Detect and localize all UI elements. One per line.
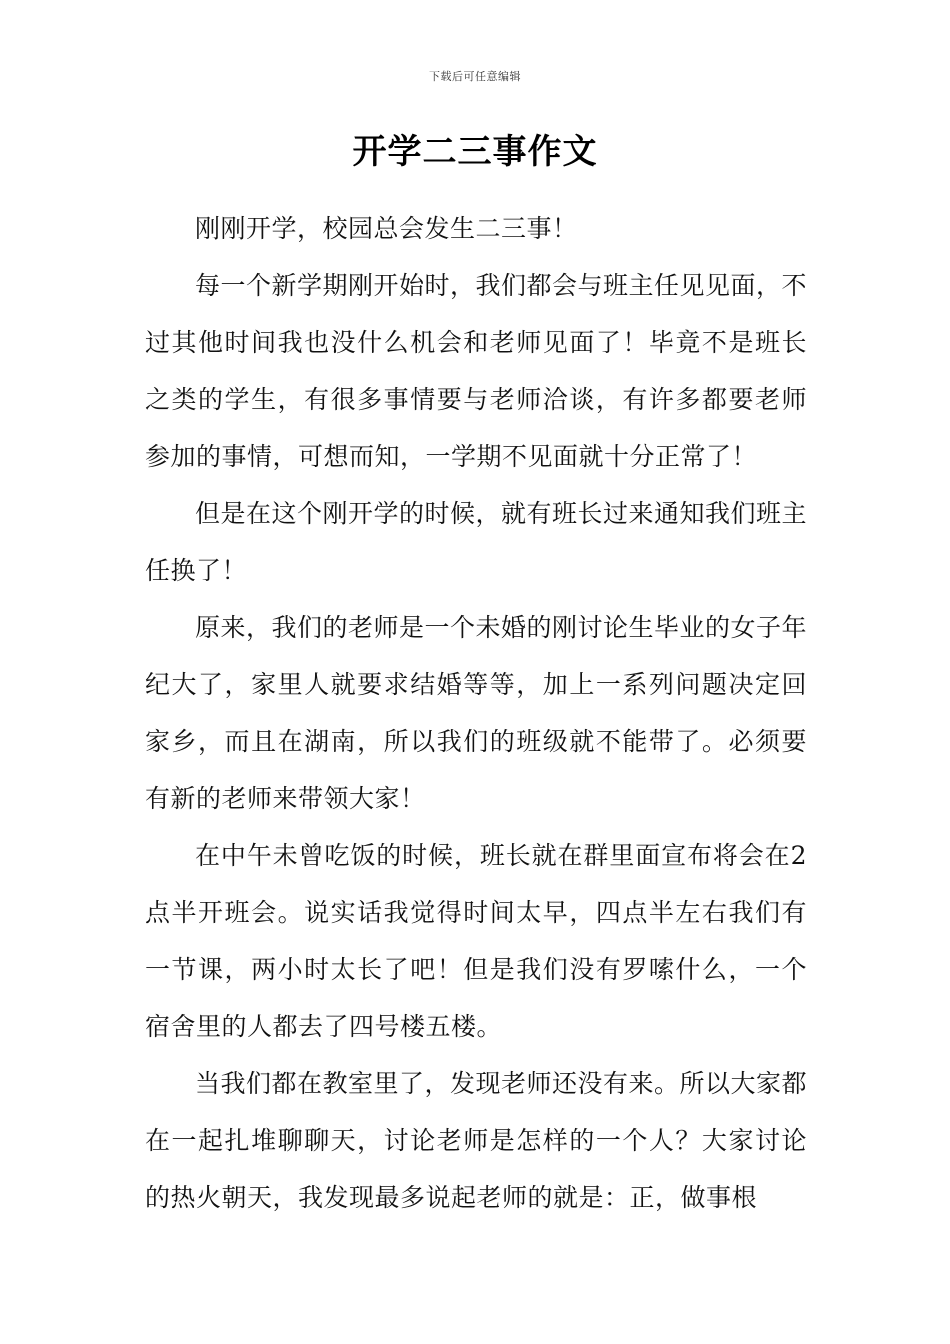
paragraph: 当我们都在教室里了，发现老师还没有来。所以大家都在一起扎堆聊聊天，讨论老师是怎样的一个人？大家讨论的热火朝天，我发现最多说起老师的就是：正，做事根 — [145, 1069, 808, 1212]
paragraph: 原来，我们的老师是一个未婚的刚讨论生毕业的女子年纪大了，家里人就要求结婚等等，加上一系列问题决定回家乡，而且在湖南，所以我们的班级就不能带了。必须要有新的老师来带领大家！ — [145, 613, 808, 813]
paragraph: 刚刚开学，校园总会发生二三事！ — [195, 214, 578, 243]
document-title: 开学二三事作文 — [352, 132, 598, 172]
paragraph: 在中午未曾吃饭的时候，班长就在群里面宣布将会在2点半开班会。说实话我觉得时间太早，四点半左右我们有一节课，两小时太长了吧！但是我们没有罗嗦什么，一个宿舍里的人都去了四号楼五楼。 — [145, 841, 807, 1041]
paragraph: 每一个新学期刚开始时，我们都会与班主任见见面，不过其他时间我也没什么机会和老师见面了！毕竟不是班长之类的学生，有很多事情要与老师洽谈，有许多都要老师参加的事情，可想而知，一学期不见面就十分正常了！ — [145, 271, 808, 471]
document-body — [145, 200, 807, 1226]
header-note: 下载后可任意编辑 — [429, 70, 521, 83]
paragraph: 但是在这个刚开学的时候，就有班长过来通知我们班主任换了！ — [145, 499, 808, 585]
